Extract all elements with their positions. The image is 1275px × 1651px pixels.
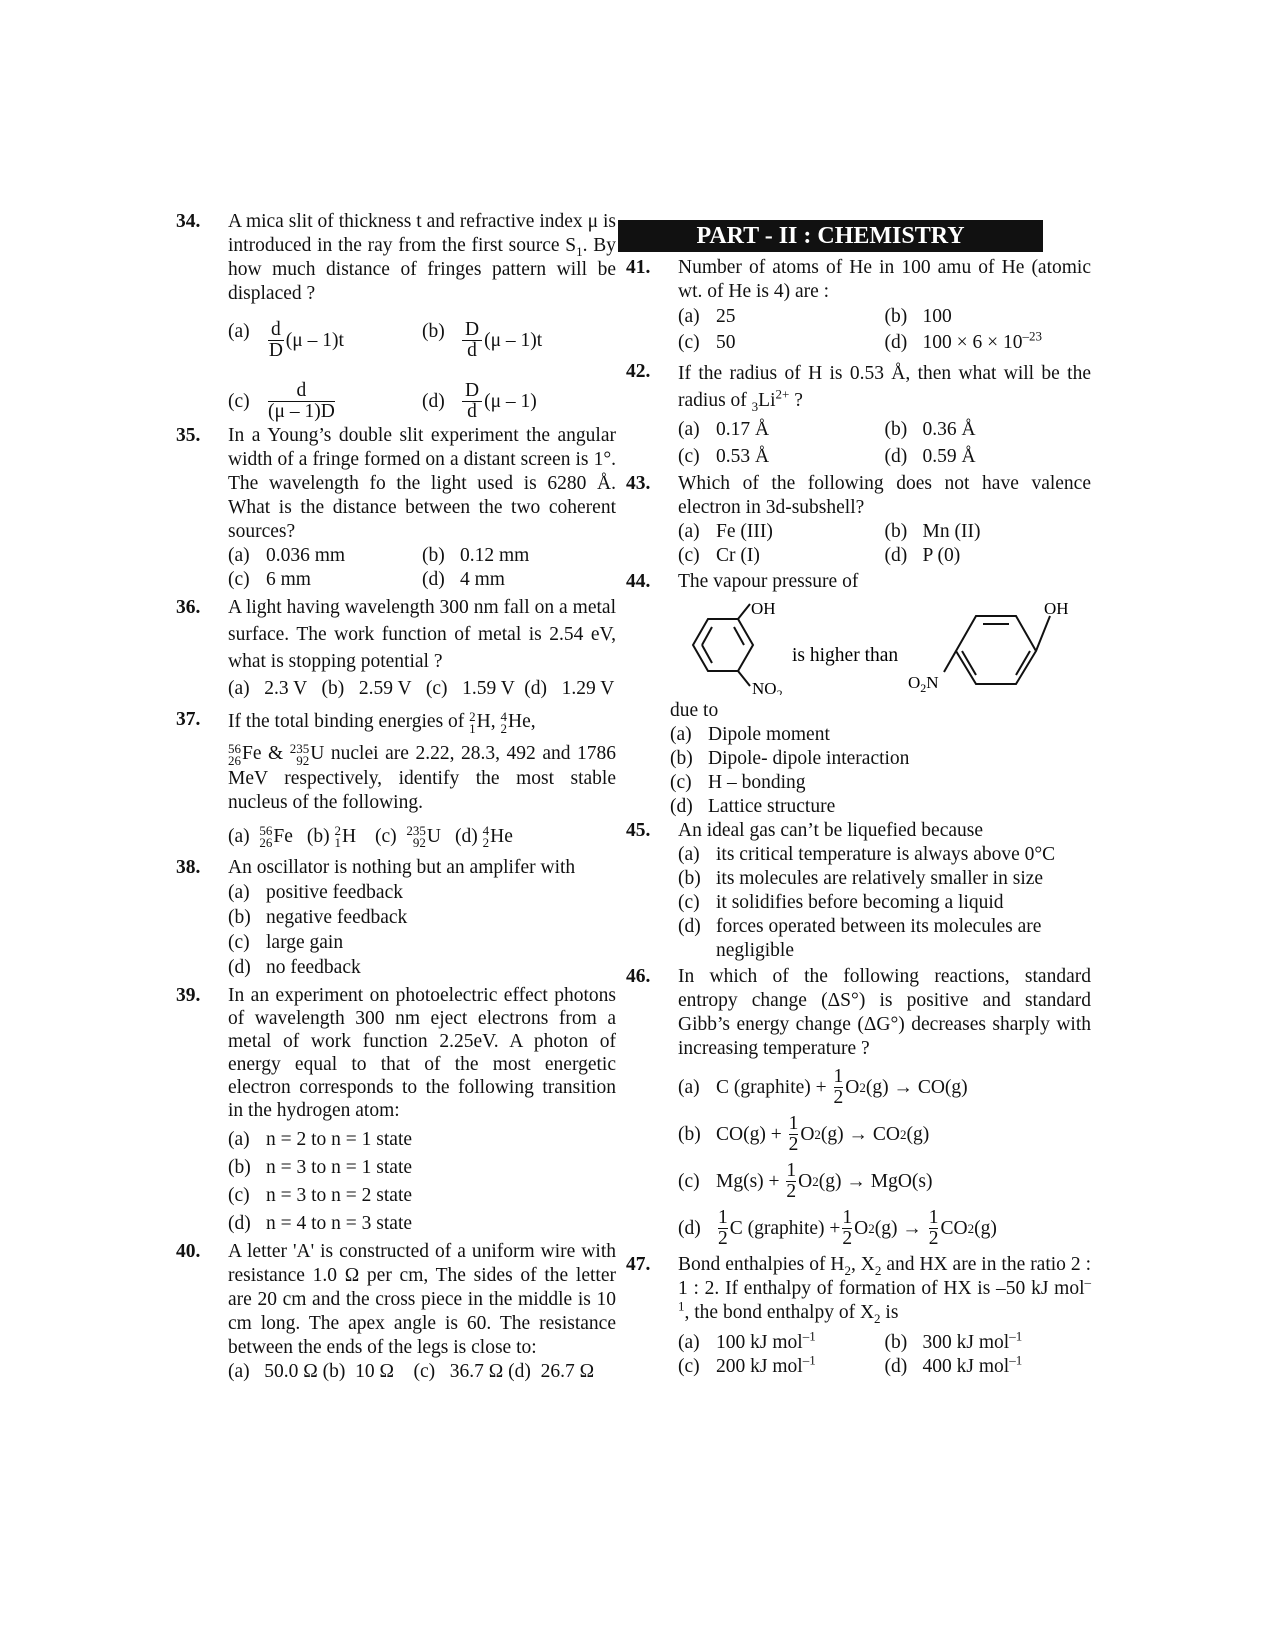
option-d[interactable]: (d) $\frac{D}{d}$ (μ – 1) — [422, 380, 537, 422]
option-text: n = 2 to n = 1 state — [266, 1129, 413, 1151]
option-d[interactable]: (d) $100 \times 6 \times 10^{-23}$ — [884, 328, 1042, 353]
option-a[interactable]: (a) 25 — [678, 306, 736, 327]
option-b[interactable]: (b) 2 1 H — [306, 823, 357, 851]
option-text: 0.53 Å — [716, 446, 770, 467]
option-c[interactable] — [678, 891, 1091, 915]
option-label: (a) — [678, 521, 700, 542]
options — [228, 381, 616, 422]
option-label: (a) — [678, 419, 700, 440]
question-number: 42. — [626, 361, 651, 382]
comparison-text: is higher than — [792, 645, 899, 666]
option-a[interactable] — [678, 416, 885, 443]
option-text: 200 kJ mol$^{-1}$ — [716, 1352, 816, 1377]
option-label: (d) — [422, 569, 445, 590]
option-a[interactable]: (a) $\frac{d}{D}$ (μ – 1)t — [228, 319, 344, 361]
question-number: 40. — [176, 1241, 201, 1263]
option-a[interactable]: (a) C (graphite) + $\frac{1}{2}$ O 2 (g) → CO(g) — [678, 1066, 968, 1108]
question-text: An ideal gas can’t be liquefied because — [678, 820, 984, 841]
option-a[interactable] — [678, 520, 885, 544]
option-label: (c) — [228, 932, 250, 954]
option-d[interactable] — [228, 1210, 616, 1238]
option-label: (d) — [670, 796, 693, 817]
option-label: (d) — [884, 1356, 908, 1377]
options — [678, 520, 1091, 568]
option-text: 0.17 Å — [716, 419, 770, 440]
oh-label: OH — [751, 600, 776, 618]
option-label: (d) — [884, 545, 908, 566]
option-d[interactable] — [670, 795, 1091, 819]
question-41 — [626, 256, 1091, 356]
option-b[interactable]: (b) 100 — [884, 306, 952, 327]
option-text: Dipole- dipole interaction — [708, 748, 910, 769]
option-b[interactable] — [228, 1154, 616, 1182]
question-text: If the total binding energies of 2 1 H, 4 2 He, — [228, 708, 536, 736]
option-b[interactable] — [422, 544, 616, 568]
option-label: (b) — [422, 545, 445, 566]
option-label: (d) — [884, 446, 908, 467]
options — [678, 843, 1091, 963]
option-c[interactable] — [228, 930, 616, 955]
options — [670, 723, 1091, 819]
option-text: 6 mm — [266, 569, 311, 590]
options — [678, 1328, 1091, 1379]
option-text: its critical temperature is always above 0°C — [716, 844, 1056, 865]
option-d[interactable] — [422, 568, 616, 592]
question-text: A light having wavelength 300 nm fall on a metal surface. The work function of metal is 2.54 eV, what is stopping potential ? — [228, 597, 616, 672]
structure-comparison — [678, 600, 1091, 695]
option-c[interactable]: (c) $\frac{d}{(\mu - 1)D}$ — [228, 380, 335, 422]
options — [678, 416, 1091, 470]
option-label: (c) — [228, 569, 250, 590]
option-text: Lattice structure — [708, 796, 836, 817]
option-b[interactable] — [885, 416, 1092, 443]
option-d[interactable]: (d) $\frac{1}{2}$ C (graphite) + $\frac{1}{2}$ O 2 (g) → $\frac{1}{2}$ CO 2 (g) — [678, 1207, 997, 1249]
option-c[interactable] — [670, 771, 1091, 795]
question-43 — [626, 472, 1091, 568]
question-47 — [626, 1253, 1091, 1379]
option-text: n = 4 to n = 3 state — [266, 1213, 413, 1235]
question-number: 43. — [626, 473, 651, 494]
question-38 — [176, 855, 616, 980]
question-text-2: due to — [670, 700, 719, 721]
options-line[interactable]: (a) 2.3 V (b) 2.59 V (c) 1.59 V (d) 1.29 V — [228, 678, 615, 699]
option-text: forces operated between its molecules are negligible — [716, 916, 1042, 961]
question-number: 37. — [176, 709, 201, 730]
option-label: (b) — [228, 1157, 251, 1179]
option-text: no feedback — [266, 957, 361, 979]
option-label: (b) — [884, 521, 908, 542]
option-b[interactable]: (b) CO(g) + $\frac{1}{2}$ O 2 (g) → CO 2 (g) — [678, 1113, 930, 1155]
question-34 — [176, 210, 616, 422]
option-d[interactable] — [885, 443, 1092, 470]
options — [228, 544, 616, 592]
option-text: its molecules are relatively smaller in size — [716, 868, 1044, 889]
option-c[interactable] — [678, 1352, 885, 1379]
question-text: In an experiment on photoelectric effect photons of wavelength 300 nm eject electrons from a metal of work function 2.25eV. A photon of energy equal to that of the most energetic electron corresponds to the following transition in the hydrogen atom: — [228, 985, 616, 1122]
option-text: 400 kJ mol$^{-1}$ — [922, 1352, 1023, 1377]
options-line[interactable]: (a) 50.0 Ω (b) 10 Ω (c) 36.7 Ω (d) 26.7 Ω — [228, 1361, 595, 1383]
option-text: 0.59 Å — [922, 446, 976, 467]
option-a[interactable] — [228, 880, 616, 905]
option-label: (d) — [228, 1213, 251, 1235]
option-label: (c) — [678, 545, 700, 566]
no2-sub: 2 — [776, 687, 783, 695]
option-label: (c) — [678, 446, 700, 467]
question-40 — [176, 1240, 616, 1384]
question-42 — [626, 360, 1091, 470]
option-label: (a) — [670, 724, 692, 745]
question-text: In which of the following reactions, standard entropy change (ΔS°) is positive and standard Gibb’s energy change (ΔG°) decreases sharply with increasing temperature ? — [678, 966, 1091, 1059]
question-text-2: 56 26 Fe & 235 92 U nuclei are 2.22, 28.3, 492 and 1786 MeV respectively, identify the most stable nucleus of the following. — [228, 740, 617, 813]
option-text: Fe (III) — [716, 521, 773, 542]
option-text: 0.12 mm — [460, 545, 530, 566]
option-d[interactable] — [228, 955, 616, 980]
question-35 — [176, 424, 616, 592]
oh-label-2: OH — [1044, 600, 1069, 618]
option-c[interactable] — [678, 443, 885, 470]
option-c[interactable]: (c) Mg(s) + $\frac{1}{2}$ O 2 (g) → MgO(s) — [678, 1160, 933, 1202]
question-number: 35. — [176, 425, 201, 446]
option-label: (c) — [228, 1185, 250, 1207]
question-number: 38. — [176, 857, 201, 879]
option-text: 0.036 mm — [266, 545, 346, 566]
question-number: 34. — [176, 211, 201, 232]
option-b[interactable] — [670, 747, 1091, 771]
options — [228, 825, 616, 850]
question-text: Bond enthalpies of $H_2$, $X_2$ and HX are in the ratio 2 : 1 : 2. If enthalpy of formation of HX is –50 kJ mol$^{-1}$, the bond enthalpy of $X_2$ is — [678, 1254, 1091, 1326]
question-45 — [626, 819, 1091, 963]
option-text: Cr (I) — [716, 545, 760, 566]
option-a[interactable] — [228, 1126, 616, 1154]
question-37 — [176, 708, 616, 849]
option-label: (a) — [228, 882, 250, 904]
question-text: In a Young’s double slit experiment the angular width of a fringe formed on a distant screen is 1°. The wavelength fo the light used is 6280 Å. What is the distance between the two coherent sources? — [228, 425, 616, 542]
options — [678, 1067, 1091, 1249]
question-text: The vapour pressure of — [678, 571, 859, 592]
question-number: 47. — [626, 1254, 651, 1275]
question-number: 39. — [176, 985, 201, 1007]
question-36 — [176, 594, 616, 702]
option-c[interactable]: (c) 235 92 U — [375, 823, 441, 851]
option-c[interactable] — [228, 1182, 616, 1210]
option-a[interactable] — [678, 1328, 885, 1355]
option-text: n = 3 to n = 1 state — [266, 1157, 413, 1179]
option-text: 0.36 Å — [922, 419, 976, 440]
question-number: 46. — [626, 966, 651, 987]
question-text: A letter 'A' is constructed of a uniform wire with resistance 1.0 Ω per cm, The sides of the letter are 20 cm and the cross piece in the middle is 10 cm long. The apex angle is 60. The resistance between the ends of the legs is close to: — [228, 1241, 616, 1359]
option-label: (c) — [678, 892, 700, 913]
option-text: large gain — [266, 932, 344, 954]
question-number: 45. — [626, 820, 651, 841]
question-text: Number of atoms of He in 100 amu of He (atomic wt. of He is 4) are : — [678, 257, 1091, 302]
option-c[interactable]: (c) 50 — [678, 332, 736, 353]
svg-text:NO2 — [752, 679, 783, 695]
svg-text:O2N: $O_2N$ — [908, 673, 939, 695]
option-a[interactable] — [670, 723, 1091, 747]
option-label: (b) — [884, 419, 908, 440]
option-label: (b) — [670, 748, 693, 769]
option-label: (a) — [678, 844, 700, 865]
option-label: (d) — [228, 957, 251, 979]
option-text: positive feedback — [266, 882, 403, 904]
option-label: (b) — [228, 907, 251, 929]
question-text: Which of the following does not have valence electron in 3d-subshell? — [678, 473, 1091, 518]
question-44 — [626, 570, 1091, 819]
question-number: 41. — [626, 257, 651, 278]
option-a[interactable] — [228, 544, 422, 568]
option-text: Mn (II) — [922, 521, 981, 542]
right-column — [626, 220, 1091, 1379]
ortho-nitrophenol-icon — [693, 604, 753, 686]
option-label: (b) — [678, 868, 701, 889]
options — [228, 880, 616, 980]
question-text: If the radius of H is 0.53 Å, then what will be the radius of $_3Li^{2+}$ ? — [678, 363, 1091, 414]
no2-label: NO — [752, 679, 777, 695]
question-39 — [176, 984, 616, 1238]
option-b[interactable] — [678, 867, 1091, 891]
option-d[interactable] — [678, 915, 1091, 963]
question-46 — [626, 965, 1091, 1249]
question-number: 36. — [176, 597, 201, 618]
option-label: (c) — [670, 772, 692, 793]
question-text: A mica slit of thickness t and refractive index μ is introduced in the ray from the first source $S_1$. By how much distance of fringes pattern will be displaced ? — [228, 211, 617, 304]
option-b[interactable] — [884, 1328, 1092, 1355]
option-text: Dipole moment — [708, 724, 830, 745]
option-c[interactable] — [678, 544, 885, 568]
option-a[interactable] — [678, 843, 1091, 867]
para-nitrophenol-icon — [944, 616, 1050, 684]
option-text: 100 kJ mol$^{-1}$ — [716, 1328, 816, 1353]
option-label: (b) — [884, 1332, 908, 1353]
option-text: n = 3 to n = 2 state — [266, 1185, 413, 1207]
option-c[interactable] — [228, 568, 422, 592]
option-b[interactable] — [885, 520, 1092, 544]
option-label: (a) — [678, 1332, 700, 1353]
option-text: negative feedback — [266, 907, 408, 929]
option-label: (a) — [228, 1129, 250, 1151]
option-a[interactable]: (a) 56 26 Fe — [228, 823, 293, 851]
question-number: 44. — [626, 571, 651, 592]
option-b[interactable] — [228, 905, 616, 930]
option-b[interactable]: (b) $\frac{D}{d}$ (μ – 1)t — [422, 319, 543, 361]
option-d[interactable] — [885, 544, 1092, 568]
question-text: An oscillator is nothing but an amplifer with — [228, 857, 576, 879]
o2n-label: O — [908, 673, 921, 692]
option-text: P (0) — [922, 545, 961, 566]
option-label: (a) — [228, 545, 250, 566]
option-text: H – bonding — [708, 772, 806, 793]
options — [228, 1126, 616, 1238]
option-d[interactable]: (d) 4 2 He — [455, 823, 513, 851]
options — [228, 320, 616, 361]
option-text: it solidifies before becoming a liquid — [716, 892, 1004, 913]
nitrophenol-structures — [678, 600, 1098, 695]
left-column — [176, 211, 617, 1384]
section-header: PART - II : CHEMISTRY — [618, 220, 1043, 252]
option-d[interactable] — [884, 1352, 1092, 1379]
option-label: (c) — [678, 1356, 700, 1377]
option-text: 300 kJ mol$^{-1}$ — [922, 1328, 1023, 1353]
options — [678, 304, 1091, 356]
option-label: (d) — [678, 916, 701, 937]
option-text: 4 mm — [460, 569, 505, 590]
